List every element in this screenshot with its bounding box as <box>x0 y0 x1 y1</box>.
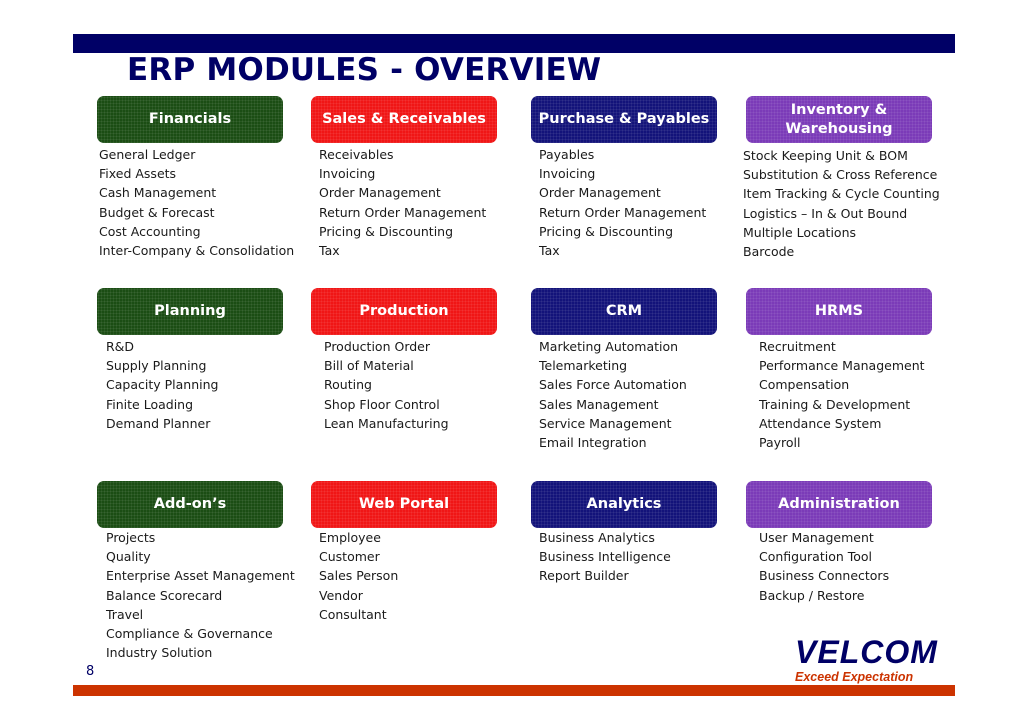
list-item: Sales Force Automation <box>539 377 687 393</box>
module-list-planning <box>106 337 218 433</box>
module-title: Sales & Receivables <box>322 111 486 127</box>
list-item: Barcode <box>743 243 795 259</box>
list-item: Service Management <box>539 415 672 431</box>
module-title: Add-on’s <box>153 496 227 512</box>
list-item: Report Builder <box>539 568 629 584</box>
module-list-production <box>324 337 449 433</box>
list-item: General Ledger <box>99 147 196 162</box>
module-header-web-portal <box>311 481 497 528</box>
list-item: Fixed Assets <box>99 166 177 182</box>
list-item: Demand Planner <box>106 415 211 431</box>
list-item: Enterprise Asset Management <box>106 568 295 584</box>
module-title: Analytics <box>586 496 662 512</box>
list-item: Invoicing <box>539 166 596 182</box>
list-item: Tax <box>539 242 560 258</box>
module-title: Planning <box>154 303 226 319</box>
module-title: Web Portal <box>358 496 450 512</box>
logo-tagline: Exceed Expectation <box>795 670 914 684</box>
list-item: Stock Keeping Unit & BOM <box>743 148 908 163</box>
list-item: Compliance & Governance <box>106 625 273 641</box>
list-item: Business Intelligence <box>539 549 671 565</box>
module-title: Administration <box>778 496 900 512</box>
list-item: R&D <box>106 339 135 354</box>
list-item: Business Connectors <box>759 568 890 584</box>
list-item: Invoicing <box>319 166 376 182</box>
list-item: Capacity Planning <box>106 377 219 393</box>
list-item: Sales Person <box>319 568 399 584</box>
list-item: Cash Management <box>99 185 217 201</box>
list-item: Substitution & Cross Reference <box>743 167 938 183</box>
list-item: Compensation <box>759 377 850 393</box>
module-title: Production <box>359 303 449 319</box>
list-item: User Management <box>759 530 874 545</box>
module-title: HRMS <box>814 303 864 319</box>
bottom-banner-bar <box>73 685 955 696</box>
list-item: Pricing & Discounting <box>319 223 454 239</box>
list-item: Customer <box>319 549 380 565</box>
module-header-inventory-warehousing <box>746 96 932 143</box>
list-item: Travel <box>106 606 144 622</box>
list-item: Industry Solution <box>106 645 213 661</box>
module-list-web-portal <box>319 528 398 624</box>
list-item: Production Order <box>324 339 430 354</box>
list-item: Multiple Locations <box>743 224 857 240</box>
list-item: Shop Floor Control <box>324 396 440 412</box>
top-banner-bar <box>73 34 955 53</box>
module-list-analytics <box>539 528 671 586</box>
module-header-hrms <box>746 288 932 335</box>
list-item: Cost Accounting <box>99 223 201 239</box>
list-item: Payroll <box>759 434 801 450</box>
module-header-financials <box>97 96 283 143</box>
list-item: Tax <box>319 242 340 258</box>
module-title: Inventory & Warehousing <box>785 101 893 137</box>
list-item: Business Analytics <box>539 530 655 545</box>
list-item: Order Management <box>319 185 441 201</box>
module-header-add-ons <box>97 481 283 528</box>
list-item: Marketing Automation <box>539 339 679 354</box>
list-item: Bill of Material <box>324 358 414 374</box>
module-header-administration <box>746 481 932 528</box>
list-item: Sales Management <box>539 396 659 412</box>
list-item: Budget & Forecast <box>99 204 215 220</box>
module-header-production <box>311 288 497 335</box>
module-list-sales-receivables <box>319 145 486 260</box>
list-item: Telemarketing <box>539 358 628 374</box>
list-item: Recruitment <box>759 339 836 354</box>
module-header-planning <box>97 288 283 335</box>
module-title: Financials <box>148 111 232 127</box>
list-item: Supply Planning <box>106 358 207 374</box>
list-item: Performance Management <box>759 358 925 374</box>
list-item: Attendance System <box>759 415 882 431</box>
module-list-administration <box>759 528 889 605</box>
module-list-purchase-payables <box>539 145 706 260</box>
module-title: CRM <box>605 303 643 319</box>
list-item: Order Management <box>539 185 661 201</box>
list-item: Item Tracking & Cycle Counting <box>743 186 940 202</box>
list-item: Payables <box>539 147 595 162</box>
module-list-inventory-warehousing <box>743 146 940 261</box>
list-item: Inter-Company & Consolidation <box>99 242 295 258</box>
module-header-sales-receivables <box>311 96 497 143</box>
list-item: Employee <box>319 530 381 545</box>
module-list-add-ons <box>106 528 295 662</box>
module-header-purchase-payables <box>531 96 717 143</box>
list-item: Lean Manufacturing <box>324 415 449 431</box>
list-item: Quality <box>106 549 151 565</box>
list-item: Backup / Restore <box>759 587 865 603</box>
list-item: Return Order Management <box>319 204 487 220</box>
velcom-logo: VELCOM <box>795 634 938 670</box>
list-item: Vendor <box>319 587 363 603</box>
list-item: Logistics – In & Out Bound <box>743 205 908 221</box>
list-item: Finite Loading <box>106 396 194 412</box>
list-item: Configuration Tool <box>759 549 873 565</box>
module-header-crm <box>531 288 717 335</box>
list-item: Email Integration <box>539 434 647 450</box>
list-item: Receivables <box>319 147 394 162</box>
module-title: Purchase & Payables <box>538 111 710 127</box>
module-list-financials <box>99 145 294 260</box>
list-item: Return Order Management <box>539 204 707 220</box>
page-number: 8 <box>86 664 95 679</box>
page-title: ERP MODULES - OVERVIEW <box>127 52 602 88</box>
list-item: Training & Development <box>759 396 911 412</box>
list-item: Projects <box>106 530 156 545</box>
list-item: Consultant <box>319 606 387 622</box>
list-item: Balance Scorecard <box>106 587 223 603</box>
list-item: Routing <box>324 377 372 393</box>
list-item: Pricing & Discounting <box>539 223 674 239</box>
module-list-crm <box>539 337 687 452</box>
module-list-hrms <box>759 337 925 452</box>
module-header-analytics <box>531 481 717 528</box>
